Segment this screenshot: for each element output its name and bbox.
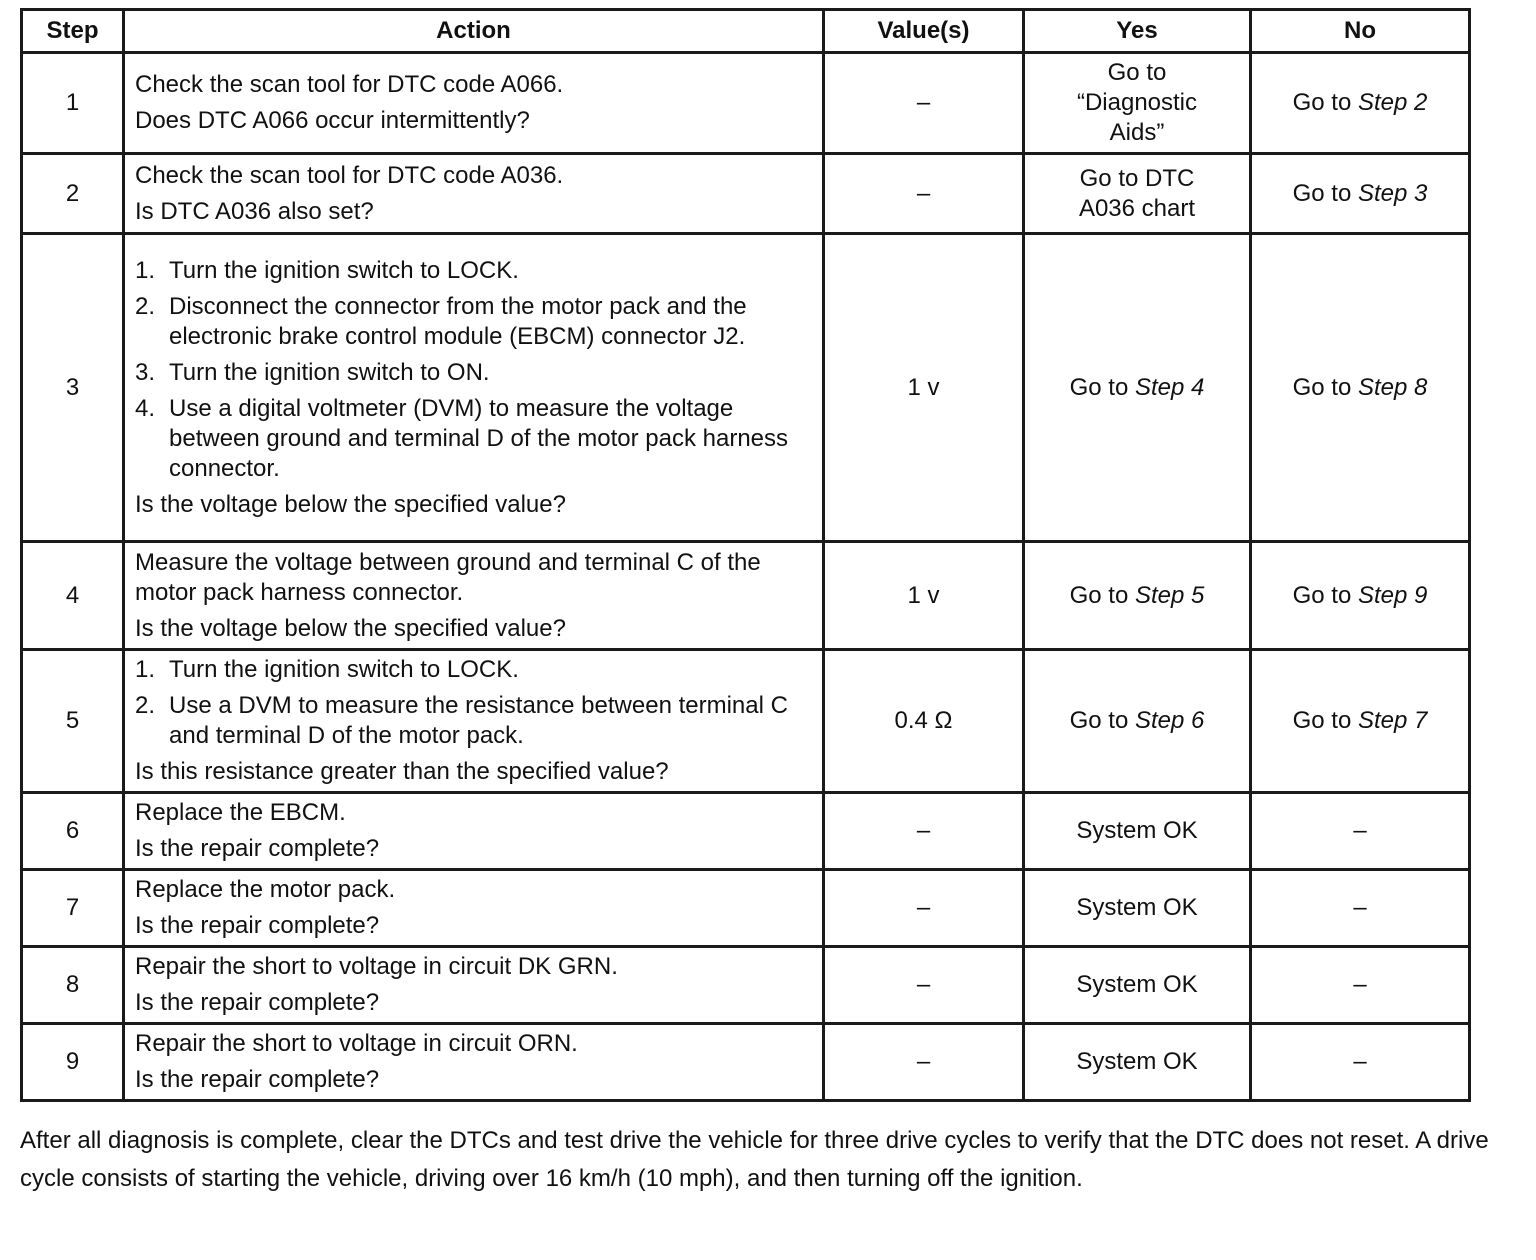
- no-goto-prefix: Go to: [1292, 179, 1358, 207]
- action-step-text: Turn the ignition switch to LOCK.: [169, 256, 519, 284]
- action-cell: [124, 1024, 824, 1101]
- yes-goto-prefix: Go to: [1069, 581, 1135, 609]
- step-number: 7: [22, 870, 124, 947]
- value-cell: –: [824, 947, 1024, 1024]
- action-step-item: [135, 655, 812, 685]
- action-text: Check the scan tool for DTC code A036.: [135, 161, 564, 189]
- action-cell: [124, 650, 824, 793]
- action-step-text: Turn the ignition switch to ON.: [169, 358, 490, 386]
- action-cell: [124, 154, 824, 234]
- value-cell: 1 v: [824, 542, 1024, 650]
- action-text: Repair the short to voltage in circuit ORN.: [135, 1030, 578, 1057]
- yes-text: System OK: [1076, 1048, 1198, 1075]
- table-row: [22, 870, 1470, 947]
- action-step-number: 1.: [135, 256, 156, 284]
- no-cell: –: [1251, 947, 1470, 1024]
- no-cell: –: [1251, 870, 1470, 947]
- step-number: 8: [22, 947, 124, 1024]
- no-cell: [1251, 53, 1470, 154]
- action-cell: [124, 53, 824, 154]
- action-step-item: [135, 292, 812, 352]
- action-question: Is the voltage below the specified value?: [135, 614, 566, 642]
- action-question: Is the repair complete?: [135, 1066, 380, 1093]
- action-step-number: 4.: [135, 394, 156, 422]
- yes-text: System OK: [1076, 971, 1198, 998]
- value-cell: 0.4 Ω: [824, 650, 1024, 793]
- table-row: [22, 154, 1470, 234]
- action-steps-list: [135, 655, 812, 751]
- no-cell: –: [1251, 1024, 1470, 1101]
- table-row: [22, 234, 1470, 542]
- value-cell: –: [824, 154, 1024, 234]
- value-cell: –: [824, 1024, 1024, 1101]
- step-number: 9: [22, 1024, 124, 1101]
- value-cell: –: [824, 793, 1024, 870]
- no-cell: [1251, 154, 1470, 234]
- action-text: Check the scan tool for DTC code A066.: [135, 71, 564, 98]
- table-row: [22, 1024, 1470, 1101]
- yes-text: Go to: [1107, 59, 1167, 86]
- no-cell: [1251, 234, 1470, 542]
- header-action: Action: [124, 10, 824, 53]
- no-goto-step: Step 7: [1357, 707, 1428, 734]
- value-cell: –: [824, 870, 1024, 947]
- no-goto-step: Step 3: [1357, 179, 1428, 207]
- action-step-number: 2.: [135, 692, 156, 719]
- action-cell: [124, 793, 824, 870]
- no-cell: [1251, 650, 1470, 793]
- yes-cell: [1024, 1024, 1251, 1101]
- yes-goto-step: Step 4: [1134, 373, 1205, 401]
- yes-text: Go to DTC: [1079, 164, 1195, 192]
- yes-text: A036 chart: [1078, 194, 1196, 222]
- yes-goto-prefix: Go to: [1069, 373, 1135, 401]
- no-goto-prefix: Go to: [1292, 707, 1358, 734]
- action-step-item: [135, 691, 812, 751]
- no-goto-step: Step 8: [1357, 373, 1428, 401]
- yes-cell: [1024, 947, 1251, 1024]
- footer-note: After all diagnosis is complete, clear the DTCs and test drive the vehicle for three drive cycles to verify that the DTC does not reset. A drive cycle consists of starting the vehicle, driving over 16 km/h (10 mph), and then turning off the ignition.: [20, 1127, 1489, 1192]
- no-goto-step: Step 9: [1357, 581, 1428, 609]
- action-text: Repair the short to voltage in circuit DK GRN.: [135, 953, 618, 980]
- header-yes: Yes: [1024, 10, 1251, 53]
- no-cell: –: [1251, 793, 1470, 870]
- value-cell: 1 v: [824, 234, 1024, 542]
- action-step-item: [135, 256, 812, 286]
- yes-text: System OK: [1076, 894, 1198, 921]
- yes-text: System OK: [1076, 817, 1198, 844]
- yes-text: Aids”: [1109, 119, 1165, 146]
- action-steps-list: [135, 256, 812, 484]
- step-number: 2: [22, 154, 124, 234]
- table-row: [22, 650, 1470, 793]
- action-step-number: 3.: [135, 358, 156, 386]
- action-step-text: Disconnect the connector from the motor pack and the electronic brake control module (EBCM) connector J2.: [169, 292, 747, 350]
- header-no: No: [1251, 10, 1470, 53]
- action-cell: [124, 870, 824, 947]
- table-row: [22, 53, 1470, 154]
- action-step-item: [135, 358, 812, 388]
- yes-cell: [1024, 650, 1251, 793]
- action-step-item: [135, 394, 812, 484]
- no-goto-prefix: Go to: [1292, 89, 1358, 116]
- action-question: Is this resistance greater than the specified value?: [135, 758, 669, 785]
- yes-goto-step: Step 6: [1134, 707, 1205, 734]
- step-number: 1: [22, 53, 124, 154]
- step-number: 5: [22, 650, 124, 793]
- table-row: [22, 542, 1470, 650]
- action-text: Replace the EBCM.: [135, 799, 346, 826]
- yes-goto-prefix: Go to: [1069, 707, 1135, 734]
- header-values: Value(s): [824, 10, 1024, 53]
- action-step-text: Turn the ignition switch to LOCK.: [169, 656, 519, 683]
- yes-cell: [1024, 870, 1251, 947]
- yes-cell: [1024, 154, 1251, 234]
- action-question: Does DTC A066 occur intermittently?: [135, 107, 530, 134]
- action-cell: [124, 947, 824, 1024]
- step-number: 4: [22, 542, 124, 650]
- action-question: Is the repair complete?: [135, 912, 380, 939]
- no-goto-prefix: Go to: [1292, 373, 1358, 401]
- no-goto-prefix: Go to: [1292, 581, 1358, 609]
- yes-cell: [1024, 234, 1251, 542]
- no-cell: [1251, 542, 1470, 650]
- action-text: Replace the motor pack.: [135, 876, 396, 903]
- action-text: Measure the voltage between ground and terminal C of the motor pack harness connector.: [135, 548, 761, 606]
- action-question: Is the voltage below the specified value?: [135, 490, 566, 518]
- action-cell: [124, 234, 824, 542]
- table-body: [22, 53, 1470, 1101]
- diagnostic-table: [20, 8, 1471, 1102]
- action-step-number: 2.: [135, 292, 156, 320]
- action-question: Is the repair complete?: [135, 989, 380, 1016]
- table-row: [22, 793, 1470, 870]
- yes-cell: [1024, 793, 1251, 870]
- step-number: 6: [22, 793, 124, 870]
- yes-cell: [1024, 542, 1251, 650]
- table-header-row: [22, 10, 1470, 53]
- action-step-text: Use a DVM to measure the resistance between terminal C and terminal D of the motor pack.: [169, 692, 788, 749]
- action-cell: [124, 542, 824, 650]
- step-number: 3: [22, 234, 124, 542]
- action-question: Is the repair complete?: [135, 835, 380, 862]
- action-step-number: 1.: [135, 656, 156, 683]
- action-question: Is DTC A036 also set?: [135, 197, 374, 225]
- yes-cell: [1024, 53, 1251, 154]
- no-goto-step: Step 2: [1357, 89, 1428, 116]
- yes-goto-step: Step 5: [1134, 581, 1205, 609]
- header-step: Step: [22, 10, 124, 53]
- table-row: [22, 947, 1470, 1024]
- action-step-text: Use a digital voltmeter (DVM) to measure the voltage between ground and terminal D of the motor pack harness connector.: [169, 394, 789, 482]
- yes-text: “Diagnostic: [1076, 89, 1198, 116]
- value-cell: –: [824, 53, 1024, 154]
